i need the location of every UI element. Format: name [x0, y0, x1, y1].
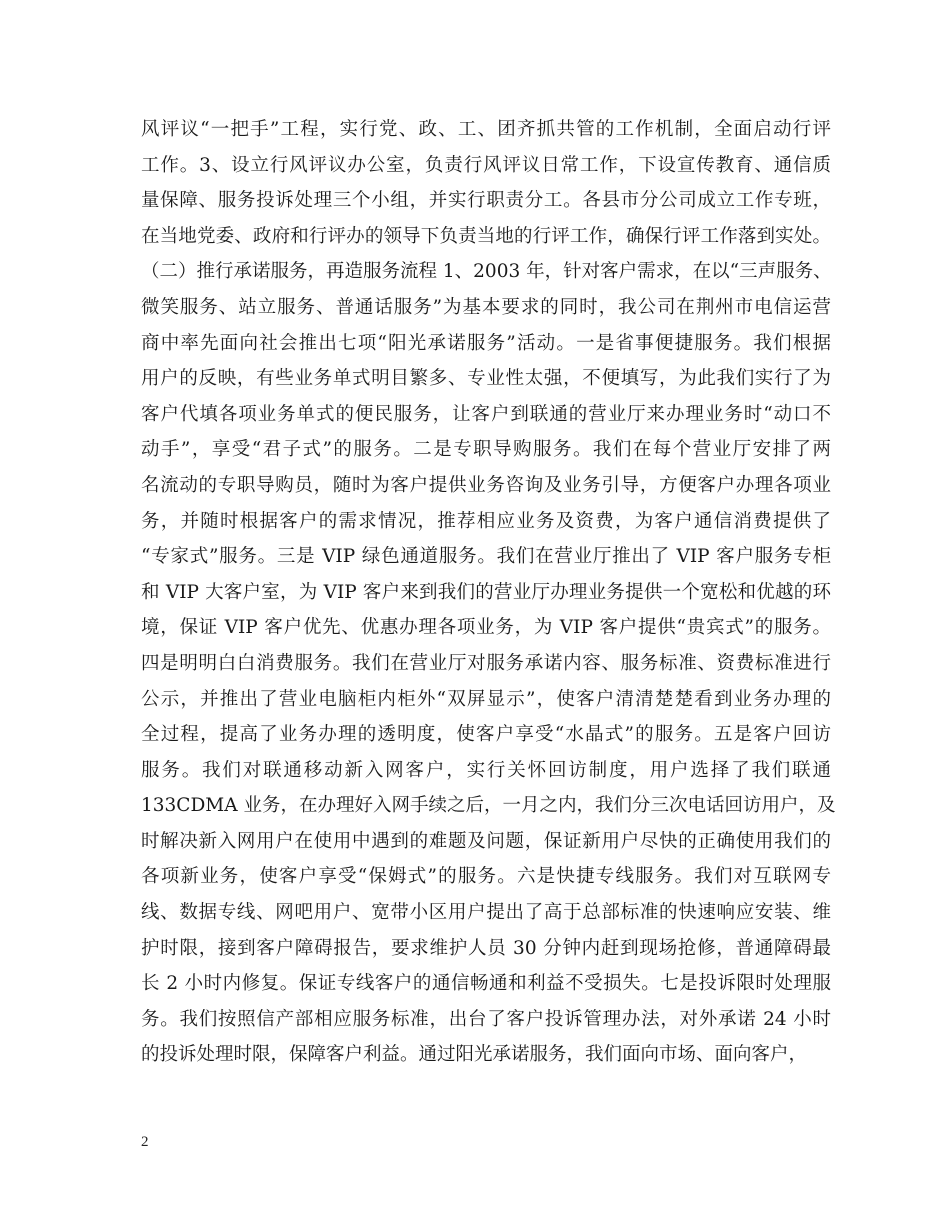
text-line: 微笑服务、站立服务、普通话服务”为基本要求的同时，我公司在荆州市电信运营 — [141, 296, 831, 318]
text-line: 时解决新入网用户在使用中遇到的难题及问题，保证新用户尽快的正确使用我们的 — [141, 830, 831, 852]
text-line: “专家式”服务。三是 VIP 绿色通道服务。我们在营业厅推出了 VIP 客户服务专柜 — [141, 546, 831, 568]
text-line: 各项新业务，使客户享受“保姆式”的服务。六是快捷专线服务。我们对互联网专 — [141, 866, 831, 888]
text-line: （二）推行承诺服务，再造服务流程 1、2003 年，针对客户需求，在以“三声服务、 — [141, 261, 832, 283]
text-line: 全过程，提高了业务办理的透明度，使客户享受“水晶式”的服务。五是客户回访 — [141, 724, 831, 746]
text-line: 和 VIP 大客户室，为 VIP 客户来到我们的营业厅办理业务提供一个宽松和优越的环 — [141, 581, 831, 603]
page-number: 2 — [141, 1134, 149, 1150]
text-line: 四是明明白白消费服务。我们在营业厅对服务承诺内容、服务标准、资费标准进行 — [141, 652, 831, 674]
text-line: 133CDMA 业务，在办理好入网手续之后，一月之内，我们分三次电话回访用户，及 — [141, 795, 836, 817]
text-line: 工作。3、设立行风评议办公室，负责行风评议日常工作，下设宣传教育、通信质 — [141, 154, 831, 176]
text-line: 境，保证 VIP 客户优先、优惠办理各项业务，为 VIP 客户提供“贵宾式”的服务。 — [141, 617, 831, 639]
text-line: 客户代填各项业务单式的便民服务，让客户到联通的营业厅来办理业务时“动口不 — [141, 403, 831, 425]
body-paragraph — [141, 112, 836, 1073]
text-line: 务，并随时根据客户的需求情况，推荐相应业务及资费，为客户通信消费提供了 — [141, 510, 831, 532]
text-line: 护时限，接到客户障碍报告，要求维护人员 30 分钟内赶到现场抢修，普通障碍最 — [141, 937, 831, 959]
text-line: 长 2 小时内修复。保证专线客户的通信畅通和利益不受损失。七是投诉限时处理服 — [141, 973, 831, 995]
text-line: 务。我们按照信产部相应服务标准，出台了客户投诉管理办法，对外承诺 24 小时 — [141, 1008, 831, 1030]
text-line: 名流动的专职导购员，随时为客户提供业务咨询及业务引导，方便客户办理各项业 — [141, 474, 831, 496]
text-line: 公示，并推出了营业电脑柜内柜外“双屏显示”，使客户清清楚楚看到业务办理的 — [141, 688, 831, 710]
text-line: 商中率先面向社会推出七项“阳光承诺服务”活动。一是省事便捷服务。我们根据 — [141, 332, 831, 354]
text-line: 用户的反映，有些业务单式明目繁多、专业性太强，不便填写，为此我们实行了为 — [141, 368, 831, 390]
text-line: 量保障、服务投诉处理三个小组，并实行职责分工。各县市分公司成立工作专班， — [141, 190, 831, 212]
text-line: 的投诉处理时限，保障客户利益。通过阳光承诺服务，我们面向市场、面向客户， — [141, 1044, 808, 1066]
text-line: 风评议“一把手”工程，实行党、政、工、团齐抓共管的工作机制，全面启动行评 — [141, 119, 831, 140]
text-line: 在当地党委、政府和行评办的领导下负责当地的行评工作，确保行评工作落到实处。 — [141, 225, 831, 247]
text-line: 线、数据专线、网吧用户、宽带小区用户提出了高于总部标准的快速响应安装、维 — [141, 902, 831, 924]
text-line: 动手”，享受“君子式”的服务。二是专职导购服务。我们在每个营业厅安排了两 — [141, 439, 831, 461]
text-line: 服务。我们对联通移动新入网客户，实行关怀回访制度，用户选择了我们联通 — [141, 759, 831, 781]
